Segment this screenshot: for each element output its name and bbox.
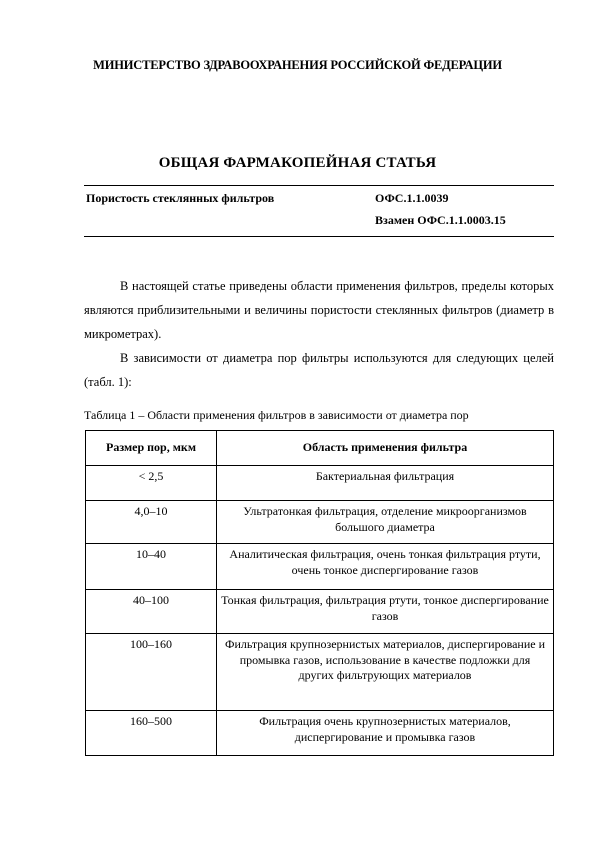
table-row [86,466,554,501]
document-type-title: ОБЩАЯ ФАРМАКОПЕЙНАЯ СТАТЬЯ [158,155,437,171]
header-pore-size: Размер пор, мкм [86,431,217,466]
application-cell: Аналитическая фильтрация, очень тонкая фильтрация ртути, очень тонкое диспергирование газов [217,544,554,590]
application-cell: Бактериальная фильтрация [217,466,554,501]
paragraph-purpose [84,346,554,394]
pore-size-cell: 100–160 [86,634,217,711]
header-top-rule [84,185,554,186]
filter-usage-table [85,430,554,756]
table-row [86,590,554,634]
pore-size-cell: 40–100 [86,590,217,634]
article-title: Пористость стеклянных фильтров [86,191,275,205]
application-cell: Тонкая фильтрация, фильтрация ртути, тонкое диспергирование газов [217,590,554,634]
table-header-row [86,431,554,466]
table-caption: Таблица 1 – Области применения фильтров в зависимости от диаметра пор [84,408,469,422]
application-cell: Фильтрация крупнозернистых материалов, диспергирование и промывка газов, использование в качестве подложки для других фильтрующих материалов [217,634,554,711]
paragraph-purpose-text: В зависимости от диаметра пор фильтры используются для следующих целей (табл. 1): [84,351,554,389]
pore-size-cell: < 2,5 [86,466,217,501]
application-cell: Ультратонкая фильтрация, отделение микроорганизмов большого диаметра [217,501,554,544]
article-replaces: Взамен ОФС.1.1.0003.15 [375,213,506,227]
pore-size-cell: 4,0–10 [86,501,217,544]
application-cell: Фильтрация очень крупнозернистых материалов, диспергирование и промывка газов [217,711,554,756]
pore-size-cell: 160–500 [86,711,217,756]
table-row [86,634,554,711]
pore-size-cell: 10–40 [86,544,217,590]
ministry-heading: МИНИСТЕРСТВО ЗДРАВООХРАНЕНИЯ РОССИЙСКОЙ ФЕДЕРАЦИИ [93,58,502,72]
article-code: ОФС.1.1.0039 [375,191,449,205]
paragraph-intro [84,274,554,346]
table-row [86,711,554,756]
table-row [86,501,554,544]
header-bottom-rule [84,236,554,237]
table-row [86,544,554,590]
header-application: Область применения фильтра [217,431,554,466]
paragraph-intro-text: В настоящей статье приведены области применения фильтров, пределы которых являются приблизительными и величины пористости стеклянных фильтров (диаметр в микрометрах). [84,279,554,341]
